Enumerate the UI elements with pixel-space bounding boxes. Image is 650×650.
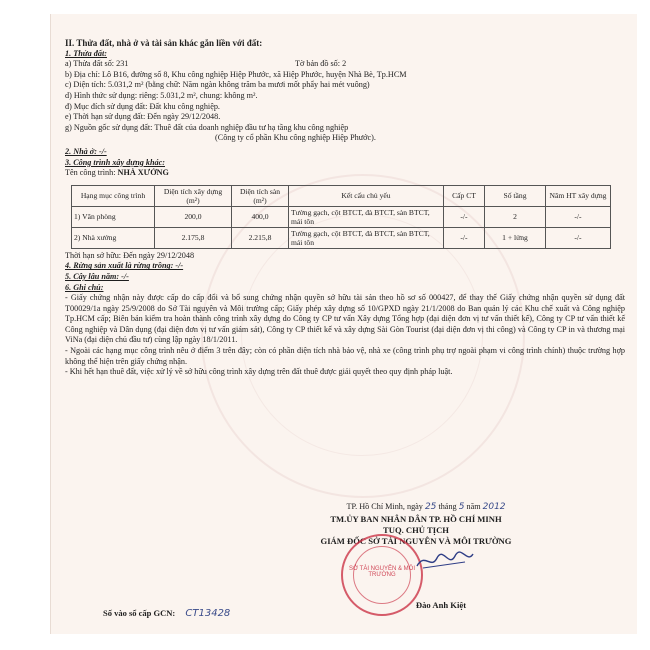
forest-line: 4. Rừng sản xuất là rừng trồng: -/- (65, 261, 184, 271)
date-prefix: TP. Hồ Chí Minh, ngày (346, 502, 423, 511)
note-paragraph-1: - Giấy chứng nhận này được cấp do cấp đổi và bổ sung chứng nhận quyền sở hữu tài sản theo hồ sơ số 000427, để thay thế Giấy chứng nhận quyền sử dụng đất T00029/1a ngày 25/9/2008 do Sở Tài nguyên và Môi trường cấp; Giấy phép xây dựng số 10/GPXD ngày 21/1/2008 do Ban quản lý các Khu chế xuất và Công nghiệp Tp.HCM cấp; Biên bản kiểm tra hoàn thành công trình xây dựng do Công ty CP tư vấn Xây dựng Tổng hợp (đại diện đơn vị tư vấn thiết kế), Công ty CP tư vấn thiết kế Công nghiệp và Dân dụng (đại diện đơn vị tư vấn giám sát), Công ty CP thiết kế và xây dựng Sài Gòn Tourist (đại diện đơn vị thi công) và Công ty CP in và thương mại ViNa (đại diện chủ đầu tư) cùng lập ngày 18/1/2011. (65, 293, 625, 345)
land-map-number: Tờ bản đồ số: 2 (295, 59, 347, 69)
table-header-cell: Năm HT xây dựng (546, 185, 611, 206)
table-cell: 2) Nhà xưởng (72, 227, 155, 248)
table-cell: 2.175,8 (155, 227, 232, 248)
table-cell: Tường gạch, cột BTCT, đà BTCT, sàn BTCT, mái tôn (289, 206, 444, 227)
table-cell: Tường gạch, cột BTCT, đà BTCT, sàn BTCT, mái tôn (289, 227, 444, 248)
table-cell: -/- (546, 206, 611, 227)
notes-heading: 6. Ghi chú: (65, 282, 104, 292)
construction-name-value: NHÀ XƯỞNG (117, 168, 169, 178)
table-header-cell: Diện tích xây dựng (m²) (155, 185, 232, 206)
table-header-row (72, 185, 611, 206)
date-month: 5 (458, 502, 465, 512)
table-cell: 1 + lửng (485, 227, 546, 248)
table-header-cell: Diện tích sàn (m²) (232, 185, 289, 206)
land-usage-form: d) Hình thức sử dụng: riêng: 5.031,2 m², chung: không m². (65, 90, 258, 100)
table-row (72, 206, 611, 227)
construction-heading: 3. Công trình xây dựng khác: (65, 157, 165, 167)
signature-date (51, 502, 611, 512)
table-header-cell: Kết cấu chủ yếu (289, 185, 444, 206)
handwritten-signature (415, 550, 475, 572)
table-cell: 200,0 (155, 206, 232, 227)
date-month-label: tháng (438, 502, 457, 511)
signature-delegation: TUQ. CHỦ TỊCH (383, 525, 449, 535)
land-origin-company: (Công ty cổ phần Khu công nghiệp Hiệp Phước). (215, 133, 376, 143)
date-year-label: năm (466, 502, 481, 511)
table-cell: 2.215,8 (232, 227, 289, 248)
table-row (72, 227, 611, 248)
signature-title: GIÁM ĐỐC SỞ TÀI NGUYÊN VÀ MÔI TRƯỜNG (320, 536, 512, 546)
section-title: II. Thửa đất, nhà ở và tài sản khác gắn liền với đất: (65, 38, 263, 48)
table-header-cell: Số tầng (485, 185, 546, 206)
note-paragraph-3: - Khi hết hạn thuê đất, việc xử lý về sở hữu công trình xây dựng trên đất thuê được giải quyết theo quy định pháp luật. (65, 367, 453, 377)
house-heading: 2. Nhà ở: -/- (65, 146, 107, 156)
perennial-line: 5. Cây lâu năm: -/- (65, 271, 129, 281)
land-parcel-line (65, 59, 625, 70)
note-paragraph-2: - Ngoài các hạng mục công trình nêu ở điểm 3 trên đây; còn có phần diện tích nhà bảo vệ, nhà xe (công trình phụ trợ ngoài phạm vi công trình chính) thuộc trường hợp không thể hiện trên giấy chứng nhận. (65, 346, 625, 366)
land-origin: g) Nguồn gốc sử dụng đất: Thuê đất của doanh nghiệp đầu tư hạ tầng khu công nghiệp (65, 122, 349, 132)
table-header-cell: Hạng mục công trình (72, 185, 155, 206)
table-cell: -/- (546, 227, 611, 248)
construction-name-label: Tên công trình: (65, 168, 118, 178)
table-cell: 1) Văn phòng (72, 206, 155, 227)
land-area: c) Diện tích: 5.031,2 m² (bằng chữ: Năm ngàn không trăm ba mươi mốt phẩy hai mét vuông) (65, 80, 370, 90)
land-parcel-number: a) Thửa đất số: 231 (65, 59, 129, 69)
table-cell: 2 (485, 206, 546, 227)
register-label: Số vào sổ cấp GCN: (103, 608, 176, 618)
register-value: CT13428 (185, 608, 231, 619)
signer-name: Đào Anh Kiệt (415, 600, 467, 610)
construction-table (71, 185, 611, 249)
table-cell: -/- (444, 206, 485, 227)
date-day: 25 (424, 502, 437, 512)
ownership-term: Thời hạn sở hữu: Đến ngày 29/12/2048 (65, 250, 195, 260)
land-address: b) Địa chỉ: Lô B16, đường số 8, Khu công nghiệp Hiệp Phước, xã Hiệp Phước, huyện Nhà Bè, Tp.HCM (65, 69, 407, 79)
certificate-page (50, 14, 637, 634)
register-number-line (103, 608, 230, 619)
table-cell: -/- (444, 227, 485, 248)
table-cell: 400,0 (232, 206, 289, 227)
construction-name (65, 168, 625, 179)
date-year: 2012 (482, 502, 506, 512)
signature-authority: TM.ỦY BAN NHÂN DÂN TP. HỒ CHÍ MINH (330, 514, 502, 524)
table-header-cell: Cấp CT (444, 185, 485, 206)
land-heading: 1. Thửa đất: (65, 48, 107, 58)
document-content (65, 38, 625, 378)
land-purpose: đ) Mục đích sử dụng đất: Đất khu công nghiệp. (65, 101, 220, 111)
seal-text: SỞ TÀI NGUYÊN & MÔI TRƯỜNG (348, 566, 416, 578)
land-term: e) Thời hạn sử dụng đất: Đến ngày 29/12/2048. (65, 112, 221, 122)
